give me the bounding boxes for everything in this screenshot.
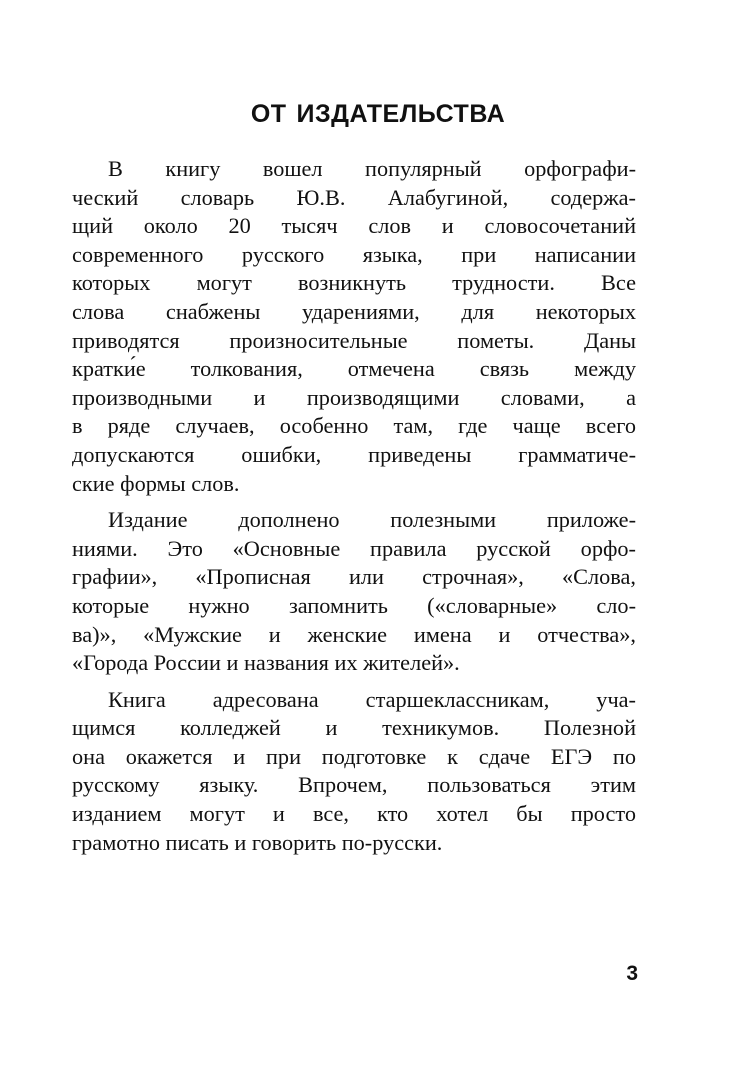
body-text bbox=[72, 155, 636, 857]
text-line: изданием могут и все, кто хотел бы просто bbox=[72, 801, 636, 827]
text-line: ниями. Это «Основные правила русской орфо- bbox=[72, 535, 636, 561]
paragraph bbox=[72, 686, 636, 858]
text-line: современного русского языка, при написании bbox=[72, 241, 636, 267]
text-line: ческий словарь Ю.В. Алабугиной, содержа- bbox=[72, 184, 636, 210]
paragraph bbox=[72, 155, 636, 498]
text-line: она окажется и при подготовке к сдаче ЕГЭ по bbox=[72, 743, 636, 769]
page-title bbox=[0, 100, 756, 129]
text-line: ские формы слов. bbox=[72, 470, 240, 496]
text-line: грамотно писать и говорить по-русски. bbox=[72, 829, 443, 855]
text-line: которых могут возникнуть трудности. Все bbox=[72, 270, 636, 296]
text-line: кратки́е толкования, отмечена связь между bbox=[72, 356, 636, 382]
text-line: русскому языку. Впрочем, пользоваться этим bbox=[72, 772, 636, 798]
page-number: 3 bbox=[626, 962, 638, 985]
text-line: слова снабжены ударениями, для некоторых bbox=[72, 298, 636, 324]
text-line: Издание дополнено полезными приложе- bbox=[108, 507, 636, 533]
text-line: щий около 20 тысяч слов и словосочетаний bbox=[72, 213, 636, 239]
text-line: Книга адресована старшеклассникам, уча- bbox=[108, 686, 636, 712]
title-word: ИЗДАТЕЛЬСТВА bbox=[296, 100, 506, 128]
paragraph bbox=[72, 506, 636, 678]
text-line: ва)», «Мужские и женские имена и отчества», bbox=[72, 621, 636, 647]
text-line: в ряде случаев, особенно там, где чаще всего bbox=[72, 413, 636, 439]
title-word: ОТ bbox=[250, 100, 287, 128]
text-line: «Города России и названия их жителей». bbox=[72, 650, 460, 676]
text-line: производными и производящими словами, а bbox=[72, 384, 636, 410]
text-line: допускаются ошибки, приведены грамматиче- bbox=[72, 441, 636, 467]
text-line: приводятся произносительные пометы. Даны bbox=[72, 327, 636, 353]
text-line: графии», «Прописная или строчная», «Слова, bbox=[72, 564, 636, 590]
text-line: щимся колледжей и техникумов. Полезной bbox=[72, 715, 636, 741]
text-line: которые нужно запомнить («словарные» сло- bbox=[72, 592, 636, 618]
text-line: В книгу вошел популярный орфографи- bbox=[108, 156, 636, 181]
